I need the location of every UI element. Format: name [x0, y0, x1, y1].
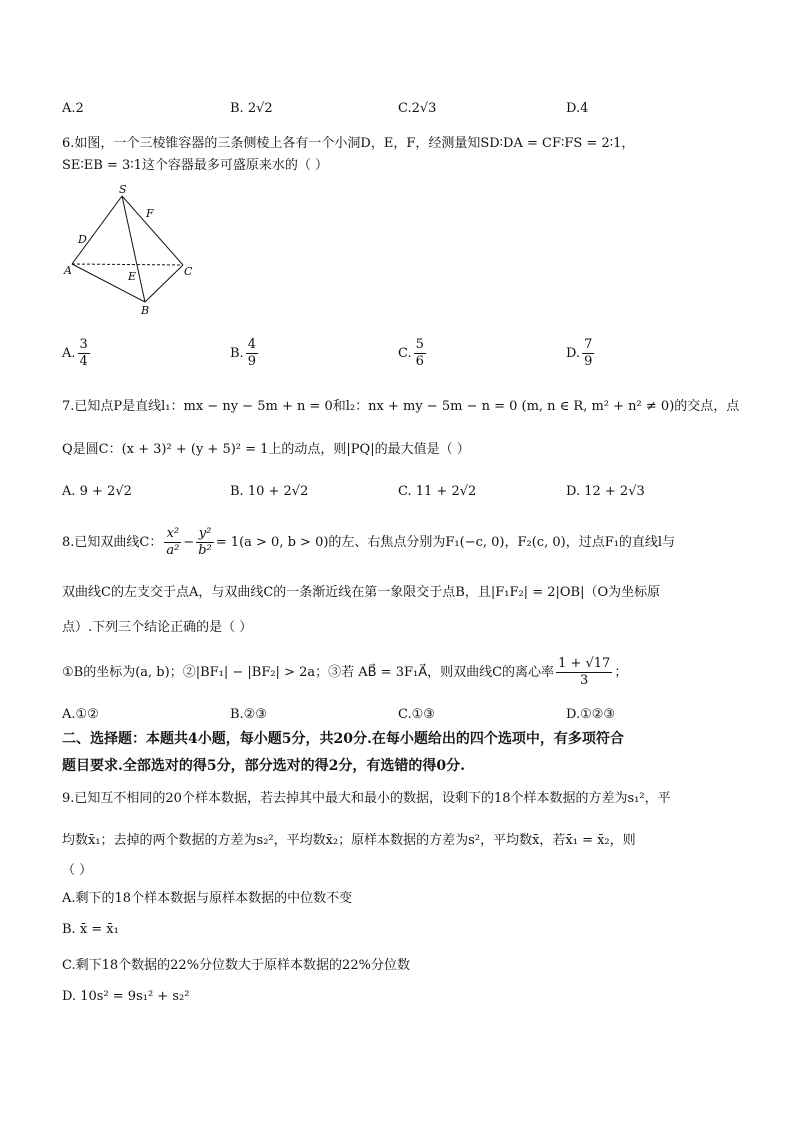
- q7-option-d: D. 12 + 2√3: [566, 484, 645, 499]
- q8-option-a: A.①②: [62, 707, 99, 722]
- q7-stem-line2: Q是圆C：(x + 3)² + (y + 5)² = 1上的动点，则|PQ|的最大值是（ ）: [62, 442, 470, 457]
- q9-option-c: C.剩下18个数据的22%分位数大于原样本数据的22%分位数: [62, 958, 410, 973]
- q7-stem-line1: 7.已知点P是直线l₁：mx − ny − 5m + n = 0和l₂：nx + my − 5m − n = 0 (m, n ∈ R, m² + n² ≠ 0)的交点，点: [62, 399, 740, 414]
- q6-option-d: D. $\frac{7}{9}$: [566, 337, 593, 369]
- label-f: F: [146, 207, 154, 220]
- q7-option-a: A. 9 + 2√2: [62, 484, 132, 499]
- q6-stem-line2: SE∶EB = 3∶1这个容器最多可盛原来水的（ ）: [62, 158, 329, 173]
- q6-option-c: C. $\frac{5}{6}$: [398, 337, 424, 369]
- q9-stem-line3: （ ）: [62, 863, 93, 878]
- q8-stem-line2: 双曲线C的左支交于点A，与双曲线C的一条渐近线在第一象限交于点B，且|F₁F₂| = 2|OB|（O为坐标原: [62, 585, 661, 600]
- label-s: S: [119, 183, 127, 196]
- label-a: A: [64, 264, 72, 277]
- q7-option-b: B. 10 + 2√2: [230, 484, 309, 499]
- q7-option-c: C. 11 + 2√2: [398, 484, 477, 499]
- q6-option-a: A. $\frac{3}{4}$: [62, 337, 88, 369]
- q5-option-b: B. 2√2: [230, 101, 273, 116]
- q9-option-a: A.剩下的18个样本数据与原样本数据的中位数不变: [62, 891, 353, 906]
- q9-option-b: B. x̄ = x̄₁: [62, 922, 119, 937]
- label-d: D: [78, 233, 87, 246]
- label-c: C: [184, 265, 193, 278]
- q8-option-b: B.②③: [230, 707, 267, 722]
- q8-stem-line1: 8.已知双曲线C： $\frac{\text{x²}}{\text{a²}}$ − $\frac{\text{y²}}{\text{b²}}$ = 1(a > 0, b > 0)的左、右焦点分别为F₁(−c, 0)，F₂(c, 0)，过点F₁的直线l与: [62, 526, 676, 558]
- q6-stem-line1: 6.如图，一个三棱锥容器的三条侧棱上各有一个小洞D，E，F，经测量知SD∶DA = CF∶FS = 2∶1，: [62, 136, 635, 151]
- q8-statements: ①B的坐标为(a, b)；②|BF₁| − |BF₂| > 2a；③若 AB⃗ = 3F₁A⃗，则双曲线C的离心率 $\frac{1 + √17}{3}$ ；: [62, 656, 628, 688]
- q8-stem-line3: 点）.下列三个结论正确的是（ ）: [62, 620, 253, 635]
- section2-header-line2: 题目要求.全部选对的得5分，部分选对的得2分，有选错的得0分.: [62, 758, 465, 774]
- q5-option-a: A.2: [62, 101, 84, 116]
- q9-stem-line1: 9.已知互不相同的20个样本数据，若去掉其中最大和最小的数据，设剩下的18个样本数据的方差为s₁²，平: [62, 791, 671, 806]
- q8-option-d: D.①②③: [566, 707, 616, 722]
- label-e: E: [128, 270, 137, 283]
- section2-header-line1: 二、选择题：本题共4小题，每小题5分，共20分.在每小题给出的四个选项中，有多项符合: [62, 731, 624, 747]
- q8-option-c: C.①③: [398, 707, 435, 722]
- q9-option-d: D. 10s² = 9s₁² + s₂²: [62, 989, 190, 1004]
- label-b: B: [141, 304, 150, 317]
- q6-tetrahedron-figure: [60, 182, 200, 317]
- q6-option-b: B. $\frac{4}{9}$: [230, 337, 256, 369]
- q5-option-c: C.2√3: [398, 101, 437, 116]
- q5-option-d: D.4: [566, 101, 589, 116]
- q9-stem-line2: 均数x̄₁；去掉的两个数据的方差为s₂²，平均数x̄₂；原样本数据的方差为s²，平均数x̄，若x̄₁ = x̄₂，则: [62, 833, 636, 848]
